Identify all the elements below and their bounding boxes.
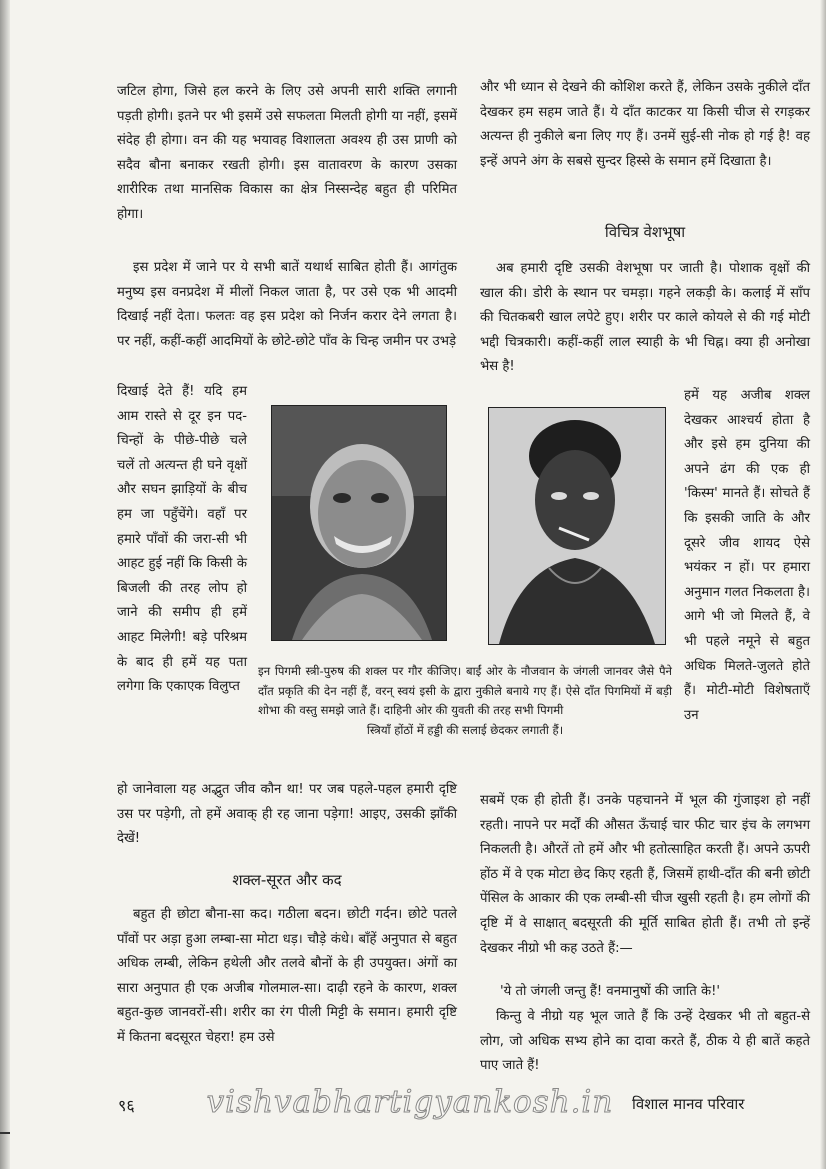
negro-quote: 'ये तो जंगली जन्तु हैं! वनमानुषों की जाति के!' xyxy=(500,984,720,999)
pygmy-man-illustration xyxy=(272,406,446,640)
page-binding-edge xyxy=(0,0,10,1169)
left-para-2-narrow: दिखाई देते हैं! यदि हम आम रास्ते से दूर इन पद-चिन्हों के पीछे-पीछे चले चलें तो अत्यन्त ही घने वृक्षों और सघन झाड़ियों के बीच हम जा पहुँचेंगे। वहाँ पर हमारे पाँवों की जरा-सी भी आहट हुई नहीं कि किसी के बिजली की तरह लोप हो जाने की समीप ही हमें आहट मिलेगी! बड़े परिश्रम के बाद ही हमें यह पता लगेगा कि एकाएक विलुप्त xyxy=(117,384,247,695)
right-para-2: अब हमारी दृष्टि उसकी वेशभूषा पर जाती है। पोशाक वृक्षों की खाल की। डोरी के स्थान पर चमड़ा। गहने लकड़ी के। कलाई में साँप की चितकबरी खाल लपेटे हुए। शरीर पर काले कोयले से की गई मोटी भद्दी चित्रकारी। कहीं-कहीं लाल स्याही के भी चिह्न। क्या ही अनोखा भेस है! xyxy=(480,261,810,375)
photo-pygmy-woman xyxy=(488,407,666,645)
page-right-edge xyxy=(820,0,826,1169)
section-heading-appearance: शक्ल-सूरत और कद xyxy=(232,871,342,889)
left-para-2: इस प्रदेश में जाने पर ये सभी बातें यथार्थ साबित होती हैं। आगंतुक मनुष्य इस वनप्रदेश में मीलों निकल जाता है, पर उसे एक भी आदमी दिखाई नहीं देता। फलतः वह इस प्रदेश को निर्जन करार देने लगता है। पर नहीं, कहीं-कहीं आदमियों के छोटे-छोटे पाँव के चिन्ह जमीन पर उभड़े xyxy=(117,260,457,349)
binding-mark xyxy=(0,1132,10,1134)
running-book-title: विशाल मानव परिवार xyxy=(632,1095,745,1113)
left-para-2-end: हो जानेवाला यह अद्भुत जीव कौन था! पर जब पहले-पहल हमारी दृष्टि उस पर पड़ेगी, तो हमें अवाक् ही रह जाना पड़ेगा! आइए, उसकी झाँकी देखें! xyxy=(117,782,457,847)
section-heading-costume: विचित्र वेशभूषा xyxy=(604,223,686,241)
photo-pygmy-man xyxy=(271,405,447,641)
right-para-3: सबमें एक ही होती हैं। उनके पहचानने में भूल की गुंजाइश हो नहीं रहती। नापने पर मर्दों की औसत ऊँचाई चार फीट चार इंच के लगभग निकलती है। औरतें तो हमें और भी हतोत्साहित करती हैं। अपने ऊपरी होंठ में वे एक मोटा छेद किए रहती हैं, जिसमें हाथी-दाँत की बनी छोटी पेंसिल के आकार की एक लम्बी-सी चीज खुसी रहती है। हम लोगों की दृष्टि में वे साक्षात् बदसूरती की मूर्ति साबित होती हैं। तभी तो इन्हें देखकर नीग्रो भी कह उठते हैं:— xyxy=(480,793,810,956)
site-watermark: vishvabhartigyankosh.in xyxy=(206,1084,614,1120)
right-para-4: किन्तु वे नीग्रो यह भूल जाते हैं कि उन्हें देखकर भी तो बहुत-से लोग, जो अधिक सभ्य होने का दावा करते हैं, ठीक ये ही बातें कहते पाए जाते हैं! xyxy=(480,1009,810,1074)
left-para-1: जटिल होगा, जिसे हल करने के लिए उसे अपनी सारी शक्ति लगानी पड़ती होगी। इतने पर भी इसमें उसे सफलता मिलती होगी या नहीं, इसमें संदेह ही होगा। वन की यह भयावह विशालता अवश्य ही उस प्राणी को सदैव बौना बनाकर रखती होगी। इस वातावरण के कारण उसका शारीरिक तथा मानसिक विकास का क्षेत्र निस्सन्देह बहुत ही परिमित होगा। xyxy=(117,84,457,222)
left-para-3: बहुत ही छोटा बौना-सा कद। गठीला बदन। छोटी गर्दन। छोटे पतले पाँवों पर अड़ा हुआ लम्बा-सा मोटा धड़। चौड़े कंधे। बाँहें अनुपात से बहुत अधिक लम्बी, लेकिन हथेली और तलवे बौनों के ही उपयुक्त। अंगों का सारा अनुपात ही एक अजीब गोलमाल-सा। दाढ़ी रहने के कारण, शक्ल बहुत-कुछ जानवरों-सी। शरीर का रंग पीली मिट्टी के समान। हमारी दृष्टि में कितना बदसूरत चेहरा! हम उसे xyxy=(117,907,457,1045)
page-number: ९६ xyxy=(118,1096,135,1115)
photo-caption: इन पिगमी स्त्री-पुरुष की शक्ल पर गौर कीजिए। बाईं ओर के नौजवान के जंगली जानवर जैसे पैने दाँत प्रकृति की देन नहीं हैं, वरन् स्वयं इसी के द्वारा नुकीले बनाये गए हैं। ऐसे दाँत पिगमियों में बड़ी शोभा की वस्तु समझे जाते हैं। दाहिनी ओर की युवती की तरह सभी पिगमी स्त्रियाँ होंठों में हड्डी की सलाई छेदकर लगाती हैं। xyxy=(258,664,672,737)
right-para-1: और भी ध्यान से देखने की कोशिश करते हैं, लेकिन उसके नुकीले दाँत देखकर हम सहम जाते हैं। ये दाँत काटकर या किसी चीज से रगड़कर अत्यन्त ही नुकीले बना लिए गए हैं। उनमें सुई-सी नोक हो गई है! वह इन्हें अपने अंग के सबसे सुन्दर हिस्से के समान हमें दिखाता है। xyxy=(480,80,810,169)
right-para-2-narrow: हमें यह अजीब शक्ल देखकर आश्चर्य होता है और इसे हम दुनिया की अपने ढंग की एक ही 'किस्म' मानते हैं। सोचते हैं कि इसकी जाति के और दूसरे जीव शायद ऐसे भयंकर न हों। पर हमारा अनुमान गलत निकलता है। आगे भी जो मिलते हैं, वे भी पहले नमूने से बहुत अधिक मिलते-जुलते होते हैं। मोटी-मोटी विशेषताएँ उन xyxy=(684,388,810,723)
pygmy-woman-illustration xyxy=(489,408,665,644)
